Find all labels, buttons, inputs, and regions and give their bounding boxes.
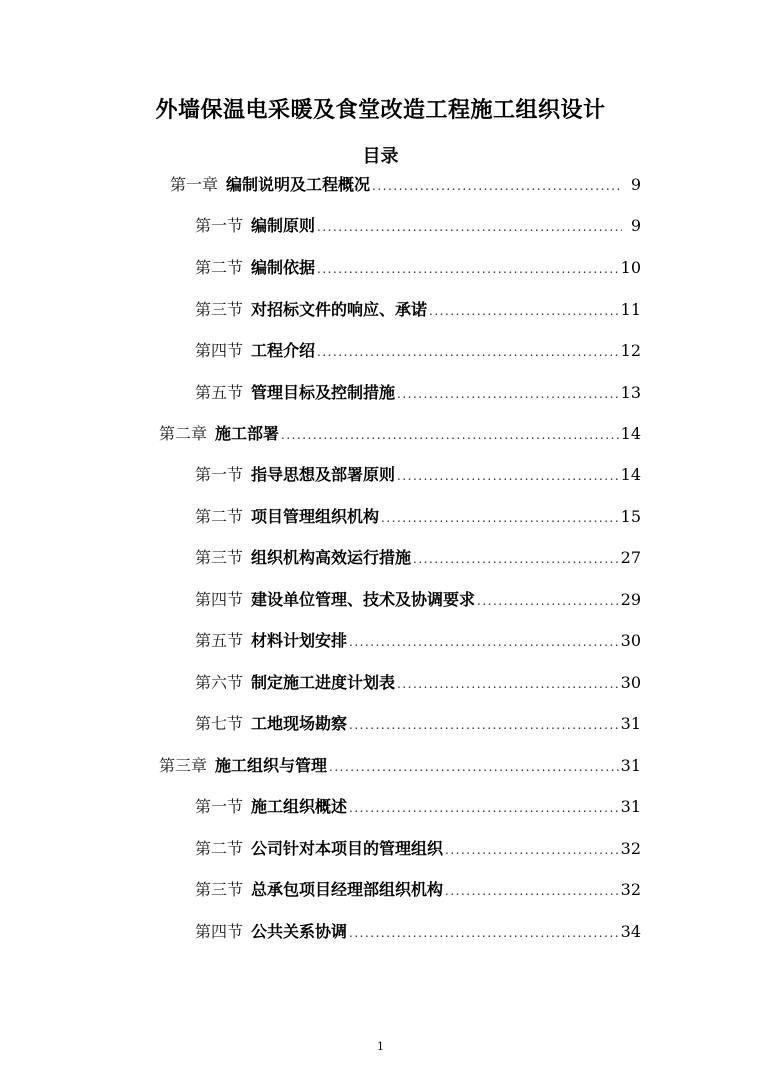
toc-entry-page: 14: [620, 465, 641, 484]
toc-entry-title: 编制说明及工程概况: [226, 175, 371, 194]
toc-entry-title: 材料计划安排: [251, 631, 348, 650]
toc-entry-page: 30: [620, 631, 641, 650]
dot-leader: [397, 463, 620, 489]
toc-entry-page: 9: [630, 175, 641, 194]
toc-entry-page: 15: [620, 507, 641, 526]
toc-entry-label: 第一章: [170, 175, 219, 194]
toc-entry-page: 32: [620, 880, 641, 899]
toc-entry-title: 指导思想及部署原则: [251, 465, 396, 484]
toc-entry-page: 31: [620, 797, 641, 816]
dot-leader: [349, 920, 620, 946]
toc-section-2-2[interactable]: [195, 504, 641, 530]
toc-section-1-5[interactable]: [195, 380, 641, 406]
dot-leader: [413, 546, 620, 572]
toc-entry-title: 编制原则: [251, 216, 316, 235]
dot-leader: [445, 837, 620, 863]
toc-section-2-4[interactable]: [195, 587, 641, 613]
toc-entry-title: 建设单位管理、技术及协调要求: [251, 590, 476, 609]
dot-leader: [317, 256, 620, 282]
toc-entry-label: 第五节: [195, 631, 244, 650]
toc-entry-title: 编制依据: [251, 258, 316, 277]
dot-leader: [397, 671, 620, 697]
dot-leader: [381, 505, 620, 531]
toc-entry-page: 31: [620, 756, 641, 775]
toc-section-2-5[interactable]: [195, 628, 641, 654]
toc-section-2-7[interactable]: [195, 711, 641, 737]
dot-leader: [429, 298, 620, 324]
toc-entry-page: 10: [620, 258, 641, 277]
toc-entry-label: 第一节: [195, 797, 244, 816]
toc-entry-title: 施工部署: [215, 424, 280, 443]
toc-entry-label: 第一节: [195, 465, 244, 484]
page-number: 1: [377, 1040, 384, 1053]
toc-section-2-1[interactable]: [195, 462, 641, 488]
toc-entry-title: 对招标文件的响应、承诺: [251, 300, 428, 319]
toc-section-3-2[interactable]: [195, 836, 641, 862]
dot-leader: [349, 795, 620, 821]
toc-entry-label: 第二节: [195, 507, 244, 526]
dot-leader: [372, 173, 622, 199]
toc-entry-label: 第三章: [159, 756, 208, 775]
toc-entry-label: 第四节: [195, 590, 244, 609]
toc-entry-title: 公共关系协调: [251, 922, 348, 941]
toc-entry-page: 34: [620, 922, 641, 941]
toc-entry-title: 项目管理组织机构: [251, 507, 380, 526]
toc-entry-page: 14: [620, 424, 641, 443]
dot-leader: [281, 422, 620, 448]
toc-section-3-3[interactable]: [195, 877, 641, 903]
toc-entry-title: 工程介绍: [251, 341, 316, 360]
toc-chapter-2[interactable]: [159, 421, 641, 447]
toc-entry-page: 32: [620, 839, 641, 858]
toc-entry-label: 第二节: [195, 839, 244, 858]
toc-entry-title: 施工组织与管理: [215, 756, 328, 775]
dot-leader: [317, 339, 620, 365]
dot-leader: [477, 588, 620, 614]
toc-entry-page: 13: [620, 383, 641, 402]
dot-leader: [349, 712, 620, 738]
toc-entry-title: 施工组织概述: [251, 797, 348, 816]
toc-entry-label: 第四节: [195, 922, 244, 941]
toc-entry-page: 30: [620, 673, 641, 692]
dot-leader: [349, 629, 620, 655]
toc-entry-label: 第一节: [195, 216, 244, 235]
toc-entry-page: 11: [620, 300, 641, 319]
toc-heading: 目录: [362, 146, 399, 167]
toc-entry-label: 第二章: [159, 424, 208, 443]
toc-entry-page: 12: [620, 341, 641, 360]
toc-entry-title: 公司针对本项目的管理组织: [251, 839, 444, 858]
toc-section-1-4[interactable]: [195, 338, 641, 364]
toc-entry-label: 第三节: [195, 300, 244, 319]
toc-section-1-3[interactable]: [195, 297, 641, 323]
toc-entry-label: 第五节: [195, 383, 244, 402]
dot-leader: [329, 754, 620, 780]
toc-entry-label: 第三节: [195, 880, 244, 899]
toc-entry-page: 27: [620, 548, 641, 567]
toc-entry-title: 工地现场勘察: [251, 714, 348, 733]
toc-entry-title: 制定施工进度计划表: [251, 673, 396, 692]
toc-section-1-2[interactable]: [195, 255, 641, 281]
toc-entry-title: 管理目标及控制措施: [251, 383, 396, 402]
toc-chapter-1[interactable]: [170, 172, 641, 198]
toc-section-3-1[interactable]: [195, 794, 641, 820]
toc-entry-page: 9: [630, 216, 641, 235]
toc-entry-title: 总承包项目经理部组织机构: [251, 880, 444, 899]
dot-leader: [317, 214, 622, 240]
toc-entry-page: 31: [620, 714, 641, 733]
toc-section-1-1[interactable]: [195, 213, 641, 239]
toc-section-2-6[interactable]: [195, 670, 641, 696]
toc-entry-page: 29: [620, 590, 641, 609]
dot-leader: [397, 381, 620, 407]
toc-section-2-3[interactable]: [195, 545, 641, 571]
toc-entry-title: 组织机构高效运行措施: [251, 548, 412, 567]
toc-chapter-3[interactable]: [159, 753, 641, 779]
dot-leader: [445, 878, 620, 904]
toc-entry-label: 第七节: [195, 714, 244, 733]
toc-entry-label: 第四节: [195, 341, 244, 360]
toc-entry-label: 第三节: [195, 548, 244, 567]
toc-entry-label: 第六节: [195, 673, 244, 692]
toc-entry-label: 第二节: [195, 258, 244, 277]
document-title: 外墙保温电采暖及食堂改造工程施工组织设计: [155, 98, 606, 123]
toc-section-3-4[interactable]: [195, 919, 641, 945]
